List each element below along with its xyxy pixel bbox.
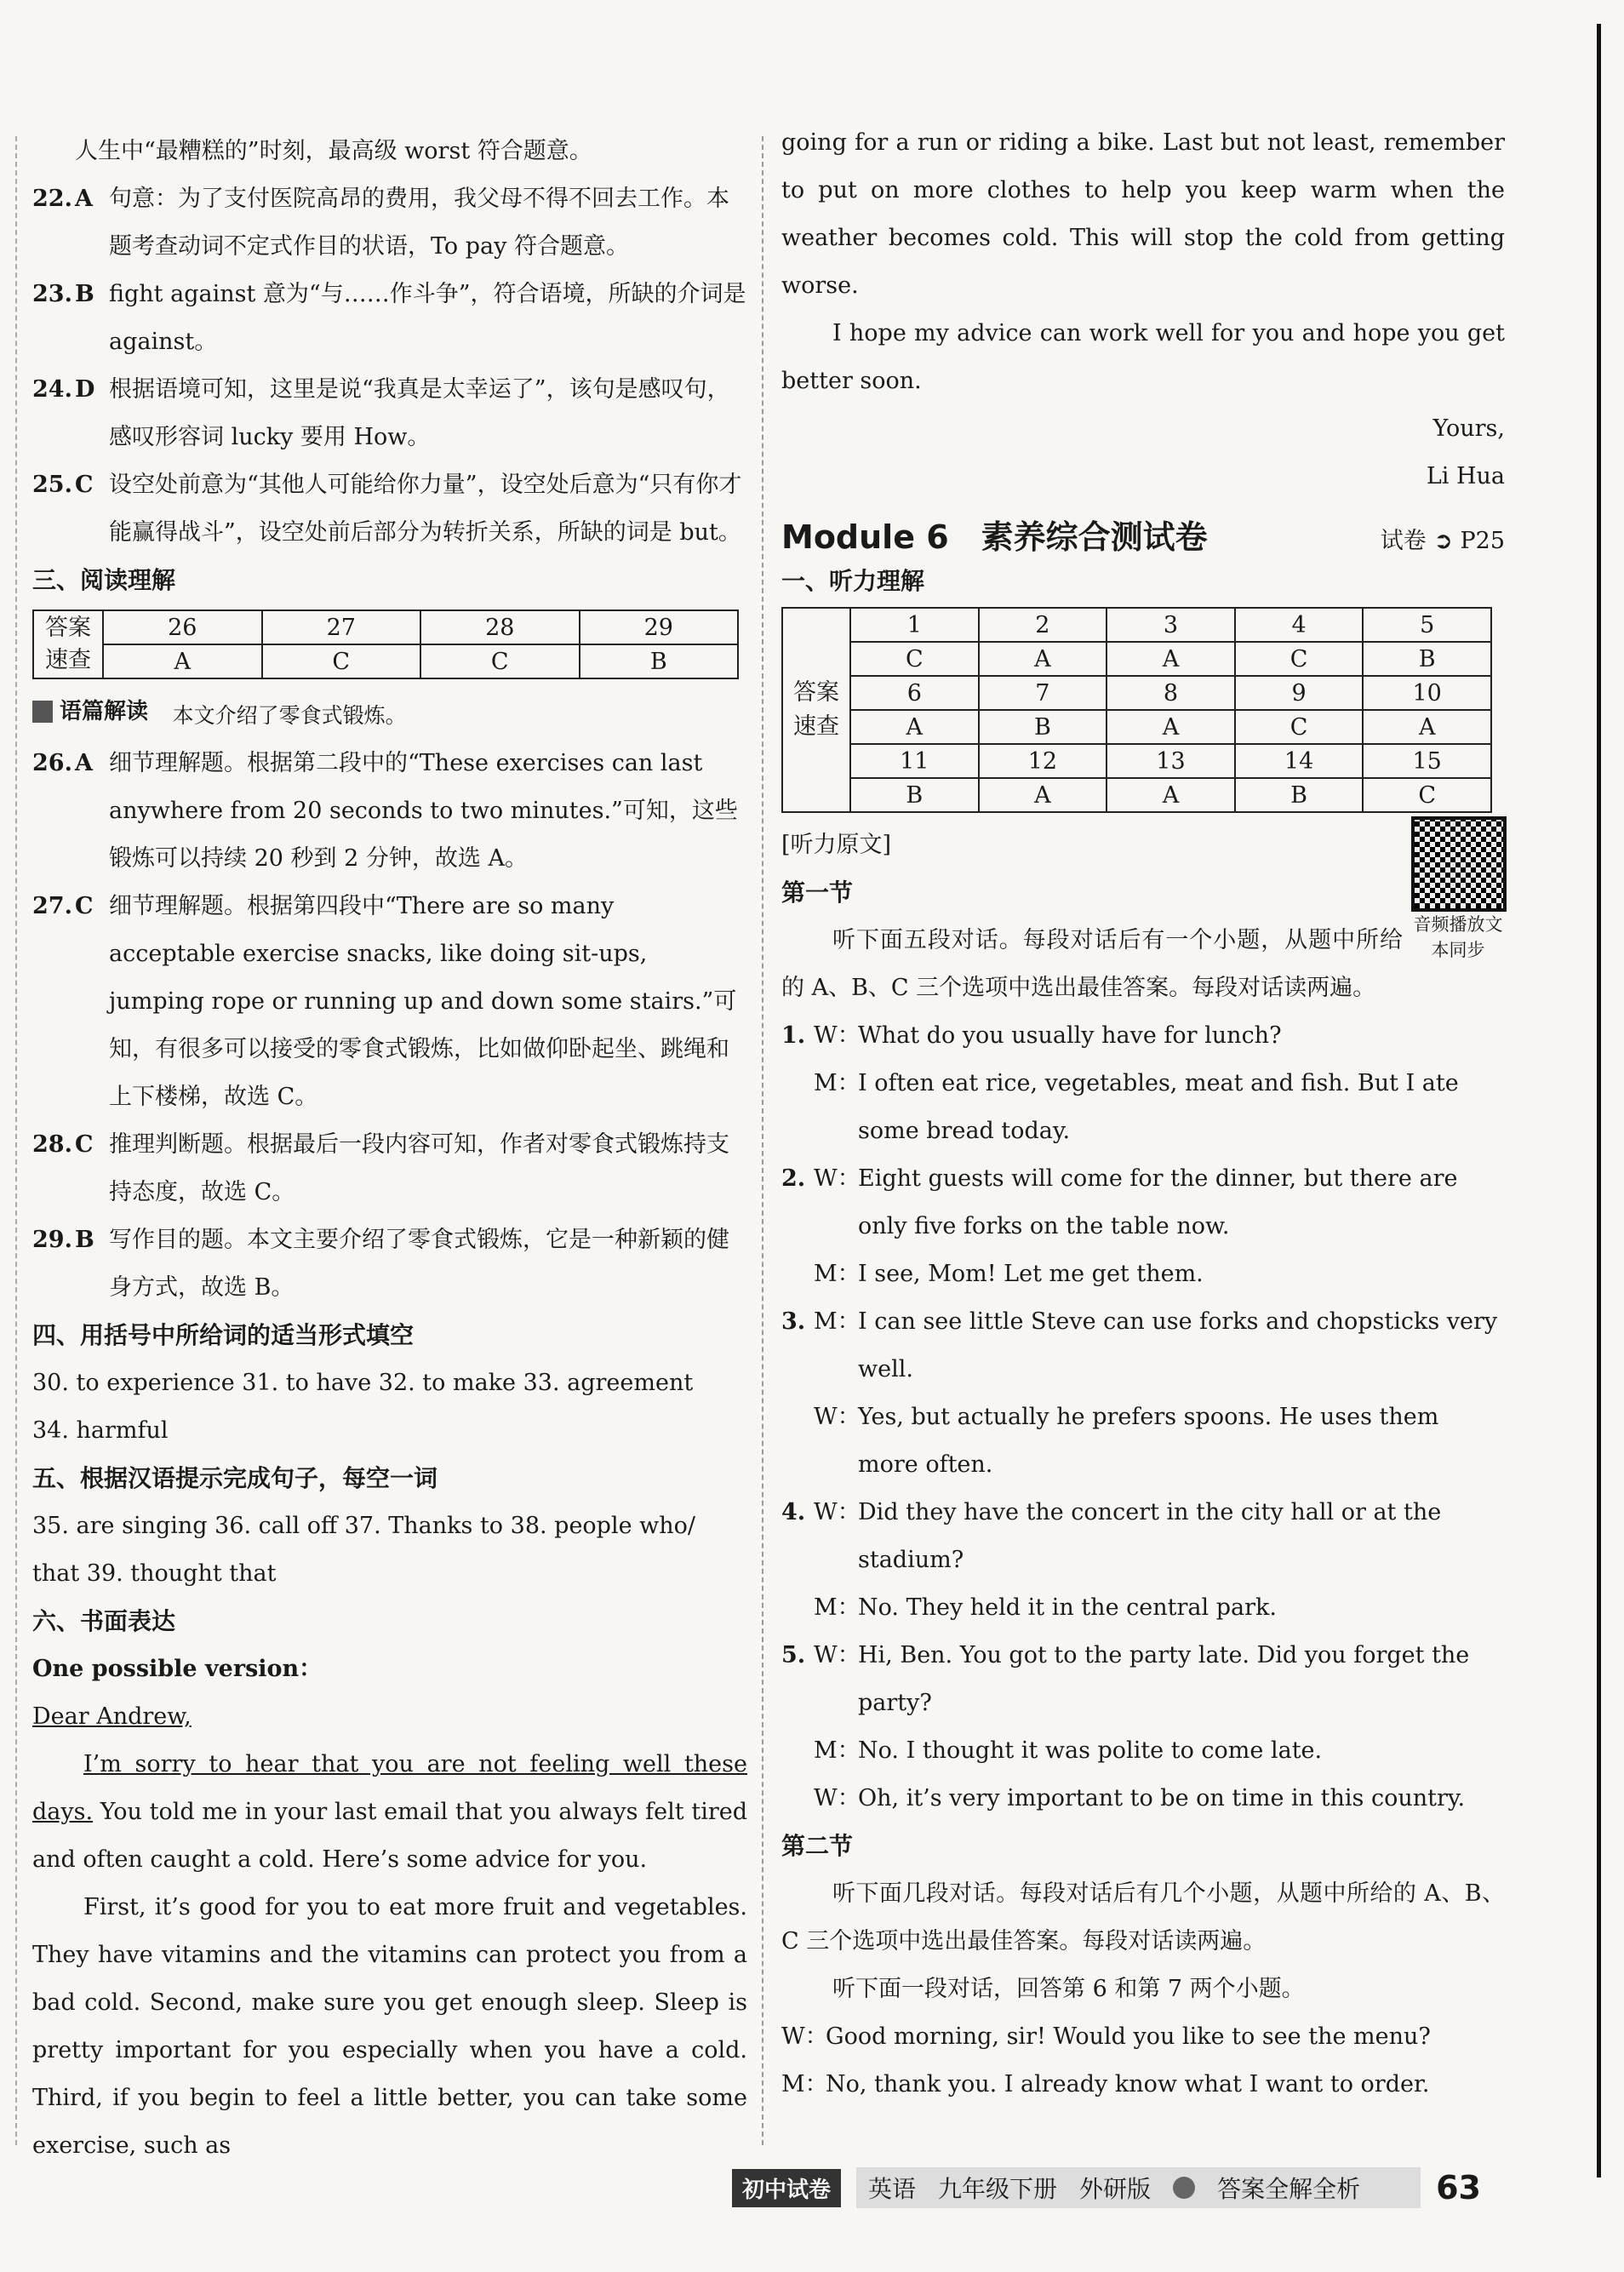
table-cell: A bbox=[103, 644, 262, 678]
left-column bbox=[32, 128, 747, 2170]
essay-paragraph-2: First, it’s good for you to eat more fruit and vegetables. They have vitamins and the vitamins can protect you from a bad cold. Second, make sure you get enough sleep. Sleep is pretty important for you especially when you have a cold. Third, if you begin to feel a little better, you can take some exercise, such as bbox=[32, 1894, 747, 2159]
section-4-answers: 30. to experience 31. to have 32. to make 33. agreement bbox=[32, 1370, 694, 1396]
table-cell: 9 bbox=[1235, 676, 1364, 710]
answer-table-label: 答案速查 bbox=[33, 610, 103, 678]
essay-paragraph-3: I hope my advice can work well for you and hope you get better soon. bbox=[781, 320, 1505, 394]
table-cell: A bbox=[1106, 778, 1235, 812]
book-info: 英语 九年级下册 外研版 答案全解全析 bbox=[856, 2167, 1421, 2208]
section-5-answers: that 39. thought that bbox=[32, 1560, 277, 1587]
table-cell: C bbox=[1235, 710, 1364, 744]
table-cell: C bbox=[1235, 642, 1364, 676]
module-header bbox=[781, 511, 1505, 558]
passage-badge: 语篇解读 bbox=[32, 688, 148, 735]
transcript-block bbox=[781, 821, 1505, 2109]
table-cell: C bbox=[850, 642, 979, 676]
dialogue-line: W： Oh, it’s very important to be on time in this country. bbox=[814, 1785, 1466, 1811]
possible-version-label: One possible version： bbox=[32, 1656, 323, 1682]
page-number: 63 bbox=[1436, 2169, 1481, 2206]
section-1-heading: 一、听力理解 bbox=[781, 567, 925, 595]
dialogue-line: M： I see, Mom! Let me get them. bbox=[814, 1261, 1204, 1287]
section-4-answers: 34. harmful bbox=[32, 1417, 169, 1444]
transcript-label: [听力原文] bbox=[781, 832, 892, 858]
dialogue-line: W： Yes, but actually he prefers spoons. He uses them more often. bbox=[814, 1404, 1439, 1478]
table-cell: B bbox=[580, 644, 739, 678]
section-5-answers: 35. are singing 36. call off 37. Thanks to 38. people who/ bbox=[32, 1513, 696, 1539]
answer-table-label: 答案速查 bbox=[782, 608, 850, 812]
passage-note: 语篇解读 本文介绍了零食式锻炼。 bbox=[32, 688, 747, 740]
dialogue-line: 5. W： Hi, Ben. You got to the party late. Did you forget the party? bbox=[781, 1642, 1470, 1716]
dialogue-line: W： Good morning, sir! Would you like to see the menu? bbox=[781, 2023, 1431, 2050]
module-page-ref: 试卷 ➲ P25 bbox=[1380, 528, 1505, 554]
signoff-closing: Yours, bbox=[1432, 415, 1505, 442]
table-cell: 10 bbox=[1363, 676, 1491, 710]
table-cell: A bbox=[979, 642, 1107, 676]
question-23: 23. B fight against 意为“与……作斗争”，符合语境，所缺的介词是 against。 bbox=[32, 281, 746, 355]
table-cell: C bbox=[420, 644, 580, 678]
dialogue-line: M： I often eat rice, vegetables, meat and fish. But I ate some bread today. bbox=[814, 1070, 1459, 1144]
section-3-heading: 三、阅读理解 bbox=[32, 566, 176, 594]
question-22: 22. A 句意：为了支付医院高昂的费用，我父母不得不回去工作。本题考查动词不定式作目的状语，To pay 符合题意。 bbox=[32, 186, 729, 260]
left-margin-line bbox=[15, 136, 17, 2145]
dialogue-line: 2. W： Eight guests will come for the dinner, but there are only five forks on the table now. bbox=[781, 1165, 1458, 1239]
dialogue-line: 4. W： Did they have the concert in the city hall or at the stadium? bbox=[781, 1499, 1442, 1573]
answer-table-3 bbox=[32, 609, 739, 679]
book-icon bbox=[32, 701, 53, 723]
table-cell: 1 bbox=[850, 608, 979, 642]
play-icon bbox=[1173, 2177, 1195, 2199]
dialogue-line: M： No. They held it in the central park. bbox=[814, 1594, 1277, 1621]
right-column bbox=[781, 119, 1505, 2109]
essay-paragraph-1: I’m sorry to hear that you are not feeling well these days. You told me in your last email that you always felt tired and often caught a cold. Here’s some advice for you. bbox=[32, 1751, 747, 1873]
question-29: 29. B 写作目的题。本文主要介绍了零食式锻炼，它是一种新颖的健身方式，故选 B。 bbox=[32, 1227, 729, 1301]
table-cell: A bbox=[1363, 710, 1491, 744]
question-25: 25. C 设空处前意为“其他人可能给你力量”，设空处后意为“只有你才能赢得战斗”，设空处前后部分为转折关系，所缺的词是 but。 bbox=[32, 472, 742, 546]
table-cell: 8 bbox=[1106, 676, 1235, 710]
table-cell: C bbox=[1363, 778, 1491, 812]
qr-code[interactable] bbox=[1411, 816, 1505, 963]
table-cell: 11 bbox=[850, 744, 979, 778]
part-2-heading: 第二节 bbox=[781, 1832, 854, 1860]
question-26: 26. A 细节理解题。根据第二段中的“These exercises can last anywhere from 20 seconds to two minutes.”可知，这些锻炼可以持续 20 秒到 2 分钟，故选 A。 bbox=[32, 750, 738, 872]
salutation: Dear Andrew, bbox=[32, 1703, 192, 1730]
answer-table-1 bbox=[781, 607, 1492, 813]
table-cell: A bbox=[979, 778, 1107, 812]
section-4-heading: 四、用括号中所给词的适当形式填空 bbox=[32, 1321, 415, 1349]
question-24: 24. D 根据语境可知，这里是说“我真是太幸运了”，该句是感叹句，感叹形容词 lucky 要用 How。 bbox=[32, 376, 730, 450]
table-cell: 2 bbox=[979, 608, 1107, 642]
table-cell: 26 bbox=[103, 610, 262, 644]
intro-line: 人生中“最糟糕的”时刻，最高级 worst 符合题意。 bbox=[75, 138, 592, 164]
table-cell: 15 bbox=[1363, 744, 1491, 778]
dialogue-line: 1. W： What do you usually have for lunch? bbox=[781, 1022, 1282, 1049]
module-title: Module 6 素养综合测试卷 bbox=[781, 518, 1208, 556]
table-cell: 5 bbox=[1363, 608, 1491, 642]
table-cell: 13 bbox=[1106, 744, 1235, 778]
table-cell: C bbox=[262, 644, 421, 678]
table-cell: A bbox=[1106, 710, 1235, 744]
table-cell: B bbox=[979, 710, 1107, 744]
part-1-instructions: 听下面五段对话。每段对话后有一个小题，从题中所给的 A、B、C 三个选项中选出最佳答案。每段对话读两遍。 bbox=[781, 927, 1403, 1001]
brand-label: 初中试卷 bbox=[732, 2169, 841, 2207]
column-divider bbox=[762, 136, 763, 2145]
table-cell: 3 bbox=[1106, 608, 1235, 642]
dialogue-line: M： No. I thought it was polite to come late. bbox=[814, 1737, 1323, 1764]
part-2-instructions: 听下面几段对话。每段对话后有几个小题，从题中所给的 A、B、C 三个选项中选出最佳答案。每段对话读两遍。 bbox=[781, 1880, 1505, 1954]
table-cell: 7 bbox=[979, 676, 1107, 710]
table-cell: 29 bbox=[580, 610, 739, 644]
essay-continued: going for a run or riding a bike. Last but not least, remember to put on more clothes to help you keep warm when the weather becomes cold. This will stop the cold from getting worse. bbox=[781, 129, 1505, 299]
table-cell: A bbox=[850, 710, 979, 744]
question-28: 28. C 推理判断题。根据最后一段内容可知，作者对零食式锻炼持支持态度，故选 C。 bbox=[32, 1131, 729, 1205]
table-cell: B bbox=[850, 778, 979, 812]
table-cell: 4 bbox=[1235, 608, 1364, 642]
dialogue-line: 3. M： I can see little Steve can use forks and chopsticks very well. bbox=[781, 1308, 1498, 1382]
binding-edge bbox=[1597, 24, 1601, 2178]
part-1-heading: 第一节 bbox=[781, 878, 854, 907]
qr-caption: 音频播放文本同步 bbox=[1413, 914, 1503, 960]
table-cell: B bbox=[1363, 642, 1491, 676]
table-cell: 12 bbox=[979, 744, 1107, 778]
table-cell: A bbox=[1106, 642, 1235, 676]
part-2-subinstruction: 听下面一段对话，回答第 6 和第 7 两个小题。 bbox=[832, 1976, 1305, 2002]
dialogue-line: M： No, thank you. I already know what I want to order. bbox=[781, 2071, 1430, 2097]
table-cell: 28 bbox=[420, 610, 580, 644]
page-footer bbox=[732, 2162, 1481, 2213]
section-5-heading: 五、根据汉语提示完成句子，每空一词 bbox=[32, 1464, 438, 1492]
table-cell: B bbox=[1235, 778, 1364, 812]
question-27: 27. C 细节理解题。根据第四段中“There are so many acceptable exercise snacks, like doing sit-ups, jumping rope or running up and down some stairs.”可知，有很多可以接受的零食式锻炼，比如做仰卧起坐、跳绳和上下楼梯，故选 C。 bbox=[32, 893, 737, 1110]
table-cell: 27 bbox=[262, 610, 421, 644]
signoff-name: Li Hua bbox=[1426, 463, 1505, 489]
table-cell: 6 bbox=[850, 676, 979, 710]
section-6-heading: 六、书面表达 bbox=[32, 1607, 176, 1635]
table-cell: 14 bbox=[1235, 744, 1364, 778]
qr-code-icon[interactable] bbox=[1411, 816, 1507, 912]
